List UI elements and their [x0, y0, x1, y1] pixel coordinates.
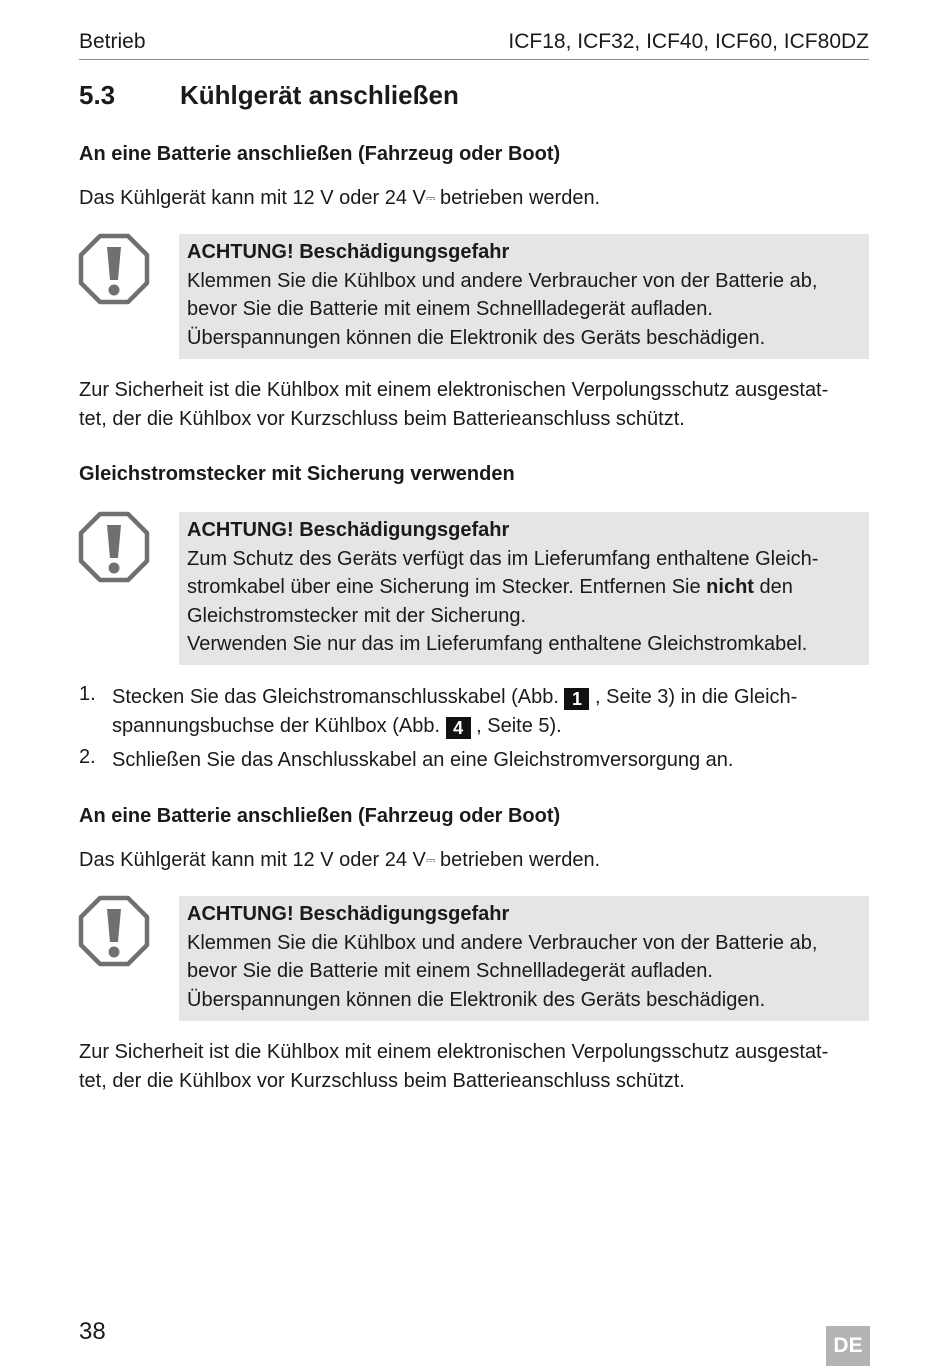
- header-divider: [79, 59, 869, 60]
- warning-text-line: Überspannungen können die Elektronik des Geräts beschädigen.: [187, 988, 766, 1011]
- step-text: [112, 683, 872, 741]
- warning-text-line: bevor Sie die Batterie mit einem Schnellladegerät aufladen.: [187, 298, 713, 320]
- warning-text-line: Klemmen Sie die Kühlbox und andere Verbraucher von der Batterie ab,: [187, 931, 818, 954]
- warning-box: [179, 896, 869, 1021]
- warning-title: ACHTUNG! Beschädigungsgefahr: [187, 903, 510, 925]
- voltage-intro-text-end: betrieben werden.: [434, 849, 601, 871]
- step-number: 1.: [79, 683, 96, 705]
- warning-octagon-icon: [78, 511, 150, 583]
- safety-paragraph: [79, 376, 871, 434]
- voltage-intro-text: Das Kühlgerät kann mit 12 V oder 24 V: [79, 849, 426, 871]
- warning-octagon-icon: [78, 895, 150, 967]
- warning-text: stromkabel über eine Sicherung im Stecker. Entfernen Sie: [187, 576, 707, 598]
- language-badge: DE: [826, 1326, 870, 1366]
- step-number: 2.: [79, 746, 96, 768]
- safety-line: Zur Sicherheit ist die Kühlbox mit einem elektronischen Verpolungsschutz ausgestat-: [79, 379, 829, 401]
- voltage-intro: [79, 184, 871, 213]
- subheading-dc-plug: Gleichstromstecker mit Sicherung verwenden: [79, 463, 515, 485]
- safety-paragraph: [79, 1038, 871, 1096]
- warning-box: [179, 512, 869, 665]
- warning-text-line: Überspannungen können die Elektronik des Geräts beschädigen.: [187, 326, 766, 349]
- warning-title: ACHTUNG! Beschädigungsgefahr: [187, 241, 510, 263]
- subheading-battery-connection: An eine Batterie anschließen (Fahrzeug oder Boot): [79, 805, 561, 827]
- header-model-list: ICF18, ICF32, ICF40, ICF60, ICF80DZ: [508, 30, 869, 53]
- voltage-intro: [79, 846, 871, 875]
- warning-text-line: Gleichstromstecker mit der Sicherung.: [187, 604, 527, 627]
- step-text: Schließen Sie das Anschlusskabel an eine Gleichstromversorgung an.: [112, 749, 734, 771]
- header-section-label: Betrieb: [79, 30, 146, 53]
- warning-title: ACHTUNG! Beschädigungsgefahr: [187, 519, 510, 541]
- figure-reference-badge: 1: [564, 688, 589, 710]
- warning-box: [179, 234, 869, 359]
- warning-text-line: [187, 573, 859, 602]
- warning-emphasis: nicht: [706, 576, 754, 598]
- step-text-part: Stecken Sie das Gleichstromanschlusskabel (Abb.: [112, 686, 565, 708]
- warning-text: den: [753, 576, 793, 598]
- safety-line: Zur Sicherheit ist die Kühlbox mit einem elektronischen Verpolungsschutz ausgestat-: [79, 1041, 829, 1063]
- page-number: 38: [79, 1318, 106, 1345]
- step-line: [112, 712, 872, 741]
- section-number: 5.3: [79, 80, 116, 110]
- safety-line: tet, der die Kühlbox vor Kurzschluss beim Batterieanschluss schützt.: [79, 408, 685, 430]
- voltage-intro-text: Das Kühlgerät kann mit 12 V oder 24 V: [79, 187, 426, 209]
- dc-symbol-icon: ⎓: [425, 853, 435, 867]
- subheading-battery-connection: An eine Batterie anschließen (Fahrzeug oder Boot): [79, 143, 561, 165]
- step-line: [112, 683, 872, 712]
- step-text-part: spannungsbuchse der Kühlbox (Abb.: [112, 715, 446, 737]
- section-title: Kühlgerät anschließen: [180, 80, 459, 110]
- voltage-intro-text-end: betrieben werden.: [434, 187, 601, 209]
- warning-text-line: Klemmen Sie die Kühlbox und andere Verbraucher von der Batterie ab,: [187, 269, 818, 292]
- warning-octagon-icon: [78, 233, 150, 305]
- step-text-part: , Seite 3) in die Gleich-: [589, 686, 798, 708]
- warning-text-line: bevor Sie die Batterie mit einem Schnellladegerät aufladen.: [187, 960, 713, 982]
- warning-text-line: Zum Schutz des Geräts verfügt das im Lieferumfang enthaltene Gleich-: [187, 547, 819, 570]
- safety-line: tet, der die Kühlbox vor Kurzschluss beim Batterieanschluss schützt.: [79, 1070, 685, 1092]
- figure-reference-badge: 4: [446, 717, 471, 739]
- warning-text-line: Verwenden Sie nur das im Lieferumfang enthaltene Gleichstromkabel.: [187, 633, 808, 655]
- dc-symbol-icon: ⎓: [425, 191, 435, 205]
- step-text-part: , Seite 5).: [470, 715, 562, 737]
